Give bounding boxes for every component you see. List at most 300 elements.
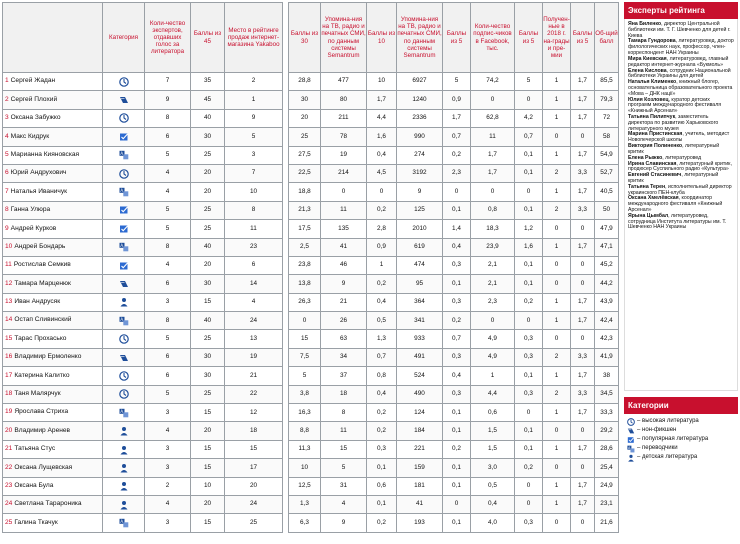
expert-entry (628, 39, 734, 56)
total-score: 85,5 (595, 73, 619, 91)
author-name: Юрий Андрухович (10, 169, 67, 177)
expert-name: Яна Биленко (628, 21, 662, 27)
author-name: Ганна Улюра (10, 206, 51, 214)
points45: 15 (191, 440, 225, 458)
total-score: 79,3 (595, 91, 619, 109)
media-mentions-2: 184 (397, 422, 443, 440)
facebook-followers: 0,6 (471, 404, 515, 422)
experts-count: 7 (145, 73, 191, 91)
author-name: Тарас Прохасько (14, 334, 67, 342)
category-cell (103, 459, 145, 477)
yakaboo-rank: 20 (225, 477, 283, 495)
category-legend-item (627, 418, 735, 426)
facebook-followers: 4,0 (471, 514, 515, 532)
points30: 21,3 (289, 201, 321, 219)
points30: 20 (289, 109, 321, 127)
rank-number: 3 (5, 114, 9, 122)
category-cell (103, 514, 145, 532)
header-points5-a: Баллы из 5 (443, 3, 471, 73)
total-score: 23,1 (595, 495, 619, 513)
points5-c: 3,3 (571, 201, 595, 219)
total-score: 44,2 (595, 275, 619, 293)
points45: 20 (191, 495, 225, 513)
category-child-icon (119, 445, 129, 455)
author-name: Иван Андрусяк (14, 298, 61, 306)
media-mentions-1: 4 (321, 495, 367, 513)
points5-c: 3,3 (571, 385, 595, 403)
table-row (3, 201, 283, 219)
facebook-followers: 0,8 (471, 201, 515, 219)
table-row (3, 164, 283, 182)
author-name: Владимир Ермоленко (14, 353, 82, 361)
points10: 0,2 (367, 275, 397, 293)
facebook-followers: 4,4 (471, 385, 515, 403)
experts-count: 4 (145, 256, 191, 274)
table-row (3, 73, 283, 91)
table-row (289, 238, 619, 256)
points5-b: 0,3 (515, 330, 543, 348)
expert-description: , книжный блогер, основательница образовательного проекта «Мова – ДНК нації» (628, 79, 733, 97)
header-facebook: Коли-чество подпис-чиков в Facebook, тыс. (471, 3, 515, 73)
rank-number: 13 (5, 298, 13, 306)
experts-count: 6 (145, 275, 191, 293)
awards-count: 2 (543, 348, 571, 366)
table-row (289, 256, 619, 274)
media-mentions-1: 211 (321, 109, 367, 127)
rank-number: 15 (5, 334, 13, 342)
expert-description: , литературный критик (628, 143, 720, 155)
media-mentions-1: 31 (321, 477, 367, 495)
experts-count: 3 (145, 293, 191, 311)
experts-count: 3 (145, 404, 191, 422)
media-mentions-1: 41 (321, 238, 367, 256)
points10: 0,7 (367, 348, 397, 366)
author-name-cell (3, 146, 103, 164)
experts-count: 6 (145, 348, 191, 366)
media-mentions-2: 474 (397, 256, 443, 274)
author-name: Андрей Бондарь (14, 242, 66, 250)
rank-number: 12 (5, 279, 13, 287)
rank-number: 9 (5, 224, 9, 232)
svg-text:A: A (119, 316, 123, 322)
points5-b: 0,1 (515, 201, 543, 219)
points10: 0,4 (367, 385, 397, 403)
total-score: 72 (595, 109, 619, 127)
category-cell (103, 477, 145, 495)
points45: 25 (191, 146, 225, 164)
author-name-cell (3, 422, 103, 440)
category-popular-icon (119, 261, 129, 271)
table-row (3, 293, 283, 311)
category-high-icon (627, 418, 635, 426)
points5-a: 0 (443, 495, 471, 513)
total-score: 38 (595, 367, 619, 385)
rank-number: 16 (5, 353, 13, 361)
media-mentions-1: 477 (321, 73, 367, 91)
total-score: 45,2 (595, 256, 619, 274)
table-row (3, 385, 283, 403)
svg-text:A: A (119, 243, 123, 249)
yakaboo-rank: 24 (225, 312, 283, 330)
header-experts: Коли-чество экспертов, отдавших голос за литератора (145, 3, 191, 73)
experts-count: 8 (145, 109, 191, 127)
awards-count: 1 (543, 312, 571, 330)
table-row (3, 367, 283, 385)
experts-count: 3 (145, 459, 191, 477)
facebook-followers: 2,1 (471, 275, 515, 293)
table-row (3, 312, 283, 330)
svg-text:A: A (628, 445, 631, 450)
table-row (3, 514, 283, 532)
yakaboo-rank: 14 (225, 275, 283, 293)
media-mentions-1: 21 (321, 293, 367, 311)
author-name: Андрей Курков (10, 224, 57, 232)
points5-c: 0 (571, 330, 595, 348)
category-label: – нон-фикшен (637, 427, 677, 434)
points5-a: 0,2 (443, 312, 471, 330)
awards-count: 2 (543, 385, 571, 403)
points30: 27,5 (289, 146, 321, 164)
points30: 13,8 (289, 275, 321, 293)
rank-number: 10 (5, 242, 13, 250)
points5-a: 0,2 (443, 146, 471, 164)
points30: 26,3 (289, 293, 321, 311)
points45: 40 (191, 109, 225, 127)
category-child-icon (119, 463, 129, 473)
svg-text:A: A (119, 408, 123, 414)
total-score: 40,5 (595, 183, 619, 201)
header-name (3, 3, 103, 73)
yakaboo-rank: 21 (225, 367, 283, 385)
total-score: 54,9 (595, 146, 619, 164)
points45: 25 (191, 330, 225, 348)
points5-c: 0 (571, 220, 595, 238)
category-trans-icon (119, 150, 129, 160)
points5-c: 0 (571, 459, 595, 477)
points5-a: 0,2 (443, 440, 471, 458)
expert-name: Евгений Стасиневич (628, 172, 682, 179)
table-row (3, 109, 283, 127)
category-high-icon (119, 113, 129, 123)
points5-a: 0,3 (443, 293, 471, 311)
category-cell (103, 201, 145, 219)
points30: 17,5 (289, 220, 321, 238)
points5-a: 0 (443, 183, 471, 201)
rank-number: 2 (5, 95, 9, 103)
rank-number: 18 (5, 390, 13, 398)
header-awards: Получен-ные в 2018 г. на-грады и пре-мии (543, 3, 571, 73)
header-points30: Баллы из 30 (289, 3, 321, 73)
author-name: Наталья Иваничук (10, 187, 68, 195)
author-name-cell (3, 238, 103, 256)
facebook-followers: 0 (471, 312, 515, 330)
media-mentions-1: 15 (321, 440, 367, 458)
media-mentions-2: 159 (397, 459, 443, 477)
points10: 4,4 (367, 109, 397, 127)
expert-entry (628, 22, 734, 39)
categories-list (624, 414, 738, 467)
author-name-cell (3, 73, 103, 91)
table-row (289, 275, 619, 293)
media-mentions-1: 11 (321, 422, 367, 440)
points10: 2,8 (367, 220, 397, 238)
media-mentions-1: 11 (321, 201, 367, 219)
rank-number: 7 (5, 187, 9, 195)
table-row (3, 495, 283, 513)
total-score: 43,9 (595, 293, 619, 311)
expert-description: , литературный критик (628, 172, 719, 184)
category-cell (103, 330, 145, 348)
rank-number: 14 (5, 316, 13, 324)
awards-count: 1 (543, 91, 571, 109)
table-row (3, 422, 283, 440)
total-score: 58 (595, 128, 619, 146)
points5-c: 1,7 (571, 91, 595, 109)
experts-count: 4 (145, 422, 191, 440)
svg-text:A: A (119, 518, 123, 524)
points45: 20 (191, 164, 225, 182)
media-mentions-2: 491 (397, 348, 443, 366)
expert-description: , литературовед, главный редактор интернет-журнала «Букмоль» (628, 55, 729, 68)
author-name: Остап Сливинский (14, 316, 72, 324)
left-header-row (3, 3, 283, 73)
points5-b: 0 (515, 404, 543, 422)
points10: 0,6 (367, 477, 397, 495)
media-mentions-2: 341 (397, 312, 443, 330)
points5-b: 0,2 (515, 459, 543, 477)
category-trans-icon (119, 187, 129, 197)
table-row (289, 385, 619, 403)
media-mentions-2: 6927 (397, 73, 443, 91)
points5-c: 1,7 (571, 495, 595, 513)
total-score: 34,5 (595, 385, 619, 403)
expert-description: , литературный критик, продюсер Суспильного радио «Культура» (628, 160, 732, 173)
facebook-followers: 23,9 (471, 238, 515, 256)
expert-name: Марина Пристинская (628, 131, 683, 138)
points10: 0,2 (367, 422, 397, 440)
points5-b: 0,1 (515, 256, 543, 274)
experts-count: 9 (145, 91, 191, 109)
facebook-followers: 62,8 (471, 109, 515, 127)
author-name-cell (3, 477, 103, 495)
category-trans-icon (119, 316, 129, 326)
category-nonfic-icon (627, 427, 635, 435)
table-row (289, 495, 619, 513)
awards-count: 2 (543, 164, 571, 182)
points10: 0 (367, 183, 397, 201)
category-cell (103, 495, 145, 513)
author-name: Оксана Лущевская (14, 463, 73, 471)
points5-c: 0 (571, 275, 595, 293)
table-row (289, 293, 619, 311)
table-row (3, 404, 283, 422)
points5-b: 0,3 (515, 385, 543, 403)
facebook-followers: 18,3 (471, 220, 515, 238)
points5-a: 0,9 (443, 91, 471, 109)
points45: 25 (191, 385, 225, 403)
right-header-row (289, 3, 619, 73)
points30: 15 (289, 330, 321, 348)
author-name: Ростислав Семкив (13, 261, 71, 269)
points5-c: 1,7 (571, 477, 595, 495)
points10: 0,4 (367, 293, 397, 311)
awards-count: 1 (543, 477, 571, 495)
media-mentions-2: 524 (397, 367, 443, 385)
points30: 5 (289, 367, 321, 385)
table-row (289, 422, 619, 440)
points45: 15 (191, 293, 225, 311)
total-score: 33,3 (595, 404, 619, 422)
experts-count: 5 (145, 201, 191, 219)
author-name-cell (3, 312, 103, 330)
author-name-cell (3, 440, 103, 458)
header-media-mentions-1: Упомина-ния на ТВ, радио и печатных СМИ, по данным системы Semantrum (321, 3, 367, 73)
points30: 1,3 (289, 495, 321, 513)
category-label: – детская литература (637, 454, 698, 461)
header-yakaboo-rank: Место в рейтинге продаж интернет-магазина Yakaboo (225, 3, 283, 73)
expert-description: , сотрудник Национальной библиотеки Украины для детей (628, 67, 731, 80)
table-row (289, 312, 619, 330)
points30: 23,8 (289, 256, 321, 274)
categories-legend (624, 397, 738, 467)
points5-a: 0,1 (443, 404, 471, 422)
author-name-cell (3, 385, 103, 403)
author-name-cell (3, 367, 103, 385)
media-mentions-1: 135 (321, 220, 367, 238)
expert-description: , исполнительный директор украинского ПЕН-клуба (628, 183, 732, 196)
expert-name: Наталья Клименко (628, 79, 677, 86)
points5-a: 1,4 (443, 220, 471, 238)
experts-count: 2 (145, 477, 191, 495)
table-row (3, 128, 283, 146)
experts-count: 8 (145, 312, 191, 330)
author-name: Тамара Марценюк (14, 279, 71, 287)
expert-name: Мира Киевская (628, 55, 667, 62)
author-name: Ярослава Стриха (14, 408, 69, 416)
media-mentions-2: 490 (397, 385, 443, 403)
table-row (3, 348, 283, 366)
yakaboo-rank: 2 (225, 73, 283, 91)
points5-b: 5 (515, 73, 543, 91)
points5-a: 0,1 (443, 422, 471, 440)
header-total: Об-щий балл (595, 3, 619, 73)
points30: 25 (289, 128, 321, 146)
points10: 4,5 (367, 164, 397, 182)
table-row (3, 477, 283, 495)
category-child-icon (119, 426, 129, 436)
facebook-followers: 2,3 (471, 293, 515, 311)
points5-a: 1,7 (443, 109, 471, 127)
points5-c: 1,7 (571, 404, 595, 422)
awards-count: 0 (543, 128, 571, 146)
table-row (289, 73, 619, 91)
points5-a: 0,4 (443, 238, 471, 256)
table-row (3, 91, 283, 109)
table-row (3, 183, 283, 201)
awards-count: 1 (543, 238, 571, 256)
points5-b: 0,7 (515, 128, 543, 146)
points10: 0,2 (367, 514, 397, 532)
rank-number: 6 (5, 169, 9, 177)
table-row (289, 440, 619, 458)
total-score: 50 (595, 201, 619, 219)
experts-count: 6 (145, 367, 191, 385)
points5-c: 1,7 (571, 183, 595, 201)
experts-title: Эксперты рейтинга (624, 2, 738, 19)
media-mentions-1: 46 (321, 256, 367, 274)
yakaboo-rank: 18 (225, 422, 283, 440)
awards-count: 1 (543, 146, 571, 164)
category-cell (103, 385, 145, 403)
media-mentions-2: 124 (397, 404, 443, 422)
points5-b: 1,2 (515, 220, 543, 238)
awards-count: 1 (543, 293, 571, 311)
yakaboo-rank: 11 (225, 220, 283, 238)
points5-b: 0,1 (515, 440, 543, 458)
total-score: 47,9 (595, 220, 619, 238)
expert-name: Ирина Славинская (628, 160, 677, 167)
category-cell (103, 256, 145, 274)
awards-count: 0 (543, 422, 571, 440)
media-mentions-1: 9 (321, 275, 367, 293)
points30: 3,8 (289, 385, 321, 403)
points30: 16,3 (289, 404, 321, 422)
header-media-mentions-2: Упомина-ния на ТВ, радио и печатных СМИ, по данным системы Semantrum (397, 3, 443, 73)
category-legend-item (627, 427, 735, 435)
category-high-icon (119, 169, 129, 179)
category-label: – высокая литература (637, 418, 699, 425)
expert-name: Виктория Полиненко (628, 143, 683, 150)
points10: 0,9 (367, 238, 397, 256)
expert-entry (628, 214, 734, 231)
expert-name: Елена Кислова (628, 67, 667, 74)
media-mentions-1: 63 (321, 330, 367, 348)
category-trans-icon (119, 518, 129, 528)
category-cell (103, 404, 145, 422)
rank-number: 8 (5, 206, 9, 214)
table-row (289, 330, 619, 348)
awards-count: 1 (543, 367, 571, 385)
media-mentions-2: 933 (397, 330, 443, 348)
category-trans-icon (119, 408, 129, 418)
points5-b: 0 (515, 312, 543, 330)
points5-b: 0,3 (515, 514, 543, 532)
facebook-followers: 74,2 (471, 73, 515, 91)
category-cell (103, 73, 145, 91)
total-score: 42,4 (595, 312, 619, 330)
author-name-cell (3, 128, 103, 146)
points45: 10 (191, 477, 225, 495)
table-row (289, 146, 619, 164)
table-row (289, 91, 619, 109)
points45: 20 (191, 256, 225, 274)
author-name: Сергей Плохий (10, 95, 58, 103)
media-mentions-2: 364 (397, 293, 443, 311)
author-name-cell (3, 91, 103, 109)
author-name: Галина Ткачук (14, 518, 58, 526)
table-row (289, 404, 619, 422)
author-name-cell (3, 330, 103, 348)
points30: 8,8 (289, 422, 321, 440)
expert-description: , директор Центральной библиотеки им. Т. Г. Шевченко для детей г. Киева (628, 21, 731, 39)
points5-c: 0 (571, 256, 595, 274)
points30: 2,5 (289, 238, 321, 256)
points30: 18,8 (289, 183, 321, 201)
total-score: 21,6 (595, 514, 619, 532)
experts-count: 5 (145, 220, 191, 238)
total-score: 52,7 (595, 164, 619, 182)
category-popular-icon (119, 224, 129, 234)
